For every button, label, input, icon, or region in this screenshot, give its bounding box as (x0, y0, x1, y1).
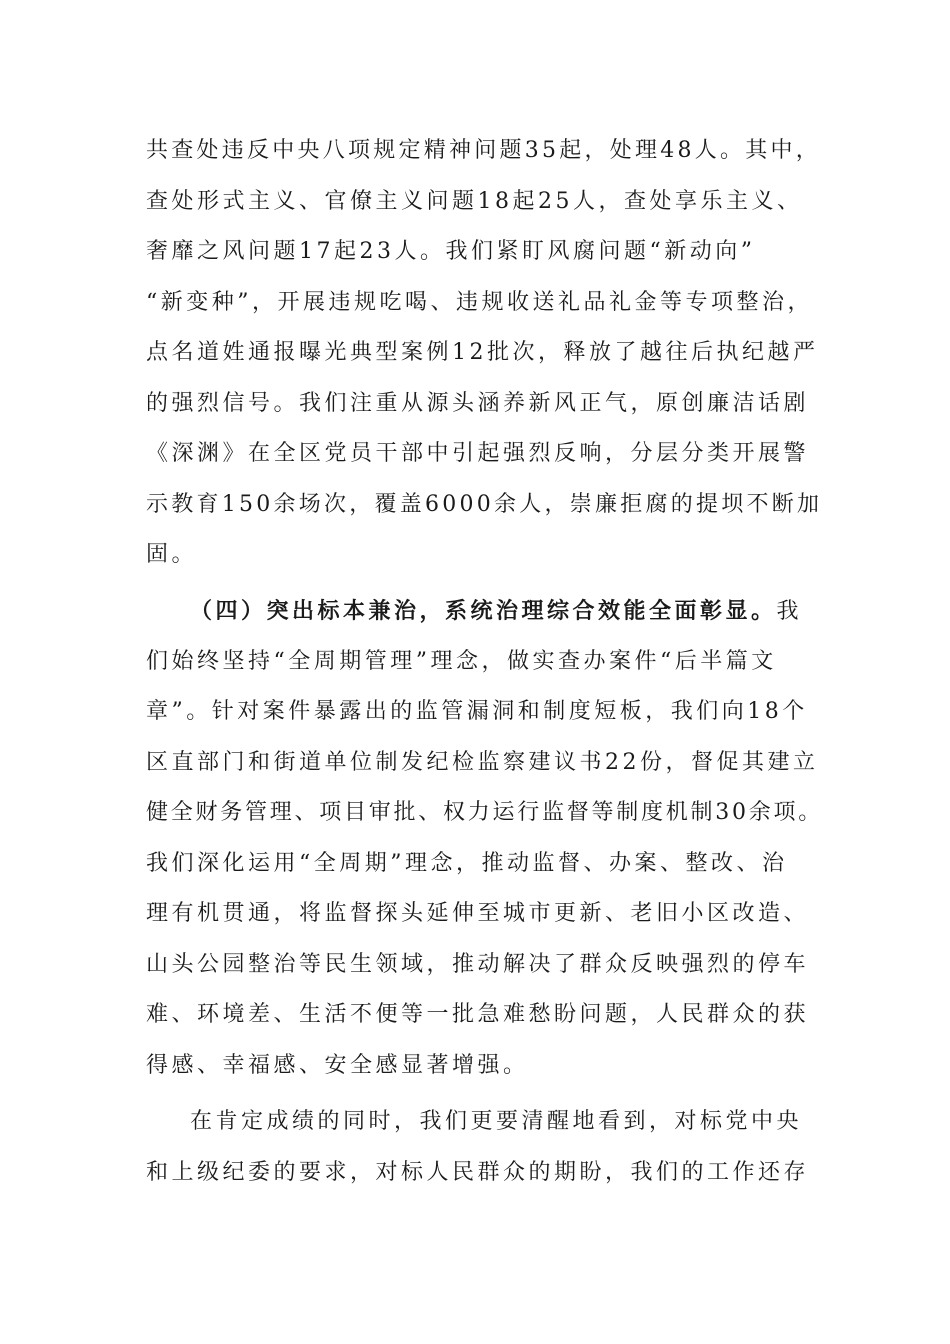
text-line: 区直部门和街道单位制发纪检监察建议书22份，督促其建立 (146, 749, 819, 775)
text-line: 查处形式主义、官僚主义问题18起25人，查处享乐主义、 (146, 188, 803, 214)
text-line: 和上级纪委的要求，对标人民群众的期盼，我们的工作还存 (146, 1159, 810, 1185)
text-line: 我们深化运用“全周期”理念，推动监督、办案、整改、治 (146, 850, 788, 876)
text-line: 的强烈信号。我们注重从源头涵养新风正气，原创廉洁话剧 (146, 390, 810, 416)
text-line: 们始终坚持“全周期管理”理念，做实查办案件“后半篇文 (146, 648, 777, 674)
section-heading: （四）突出标本兼治，系统治理综合效能全面彰显。 (190, 598, 777, 624)
text-line: 奢靡之风问题17起23人。我们紧盯风腐问题“新动向” (146, 239, 756, 264)
text-line: 在肯定成绩的同时，我们更要清醒地看到，对标党中央 (190, 1109, 803, 1134)
text-line: 山头公园整治等民生领域，推动解决了群众反映强烈的停车 (146, 951, 810, 977)
heading-line-rest: 我 (776, 599, 803, 624)
text-line: 示教育150余场次，覆盖6000余人，崇廉拒腐的提坝不断加 (146, 491, 823, 517)
text-line: 章”。针对案件暴露出的监管漏洞和制度短板，我们向18个 (146, 699, 808, 724)
paragraph-discipline-results (146, 126, 822, 581)
text-line: 得感、幸福感、安全感显著增强。 (146, 1052, 529, 1078)
text-line: 《深渊》在全区党员干部中引起强烈反响，分层分类开展警 (146, 441, 810, 466)
text-line: 固。 (146, 542, 198, 567)
section-heading-line (146, 586, 822, 637)
paragraph-shortcomings-intro (146, 1097, 822, 1198)
text-line: “新变种”，开展违规吃喝、违规收送礼品礼金等专项整治， (146, 289, 813, 315)
text-line: 难、环境差、生活不便等一批急难愁盼问题，人民群众的获 (146, 1002, 810, 1027)
paragraph-systematic-governance (146, 586, 822, 1091)
text-line: 理有机贯通，将监督探头延伸至城市更新、老旧小区改造、 (146, 901, 810, 926)
text-line: 共查处违反中央八项规定精神问题35起，处理48人。其中， (146, 138, 821, 163)
text-line: 健全财务管理、项目审批、权力运行监督等制度机制30余项。 (146, 800, 823, 825)
text-line: 点名道姓通报曝光典型案例12批次，释放了越往后执纪越严 (146, 340, 819, 365)
